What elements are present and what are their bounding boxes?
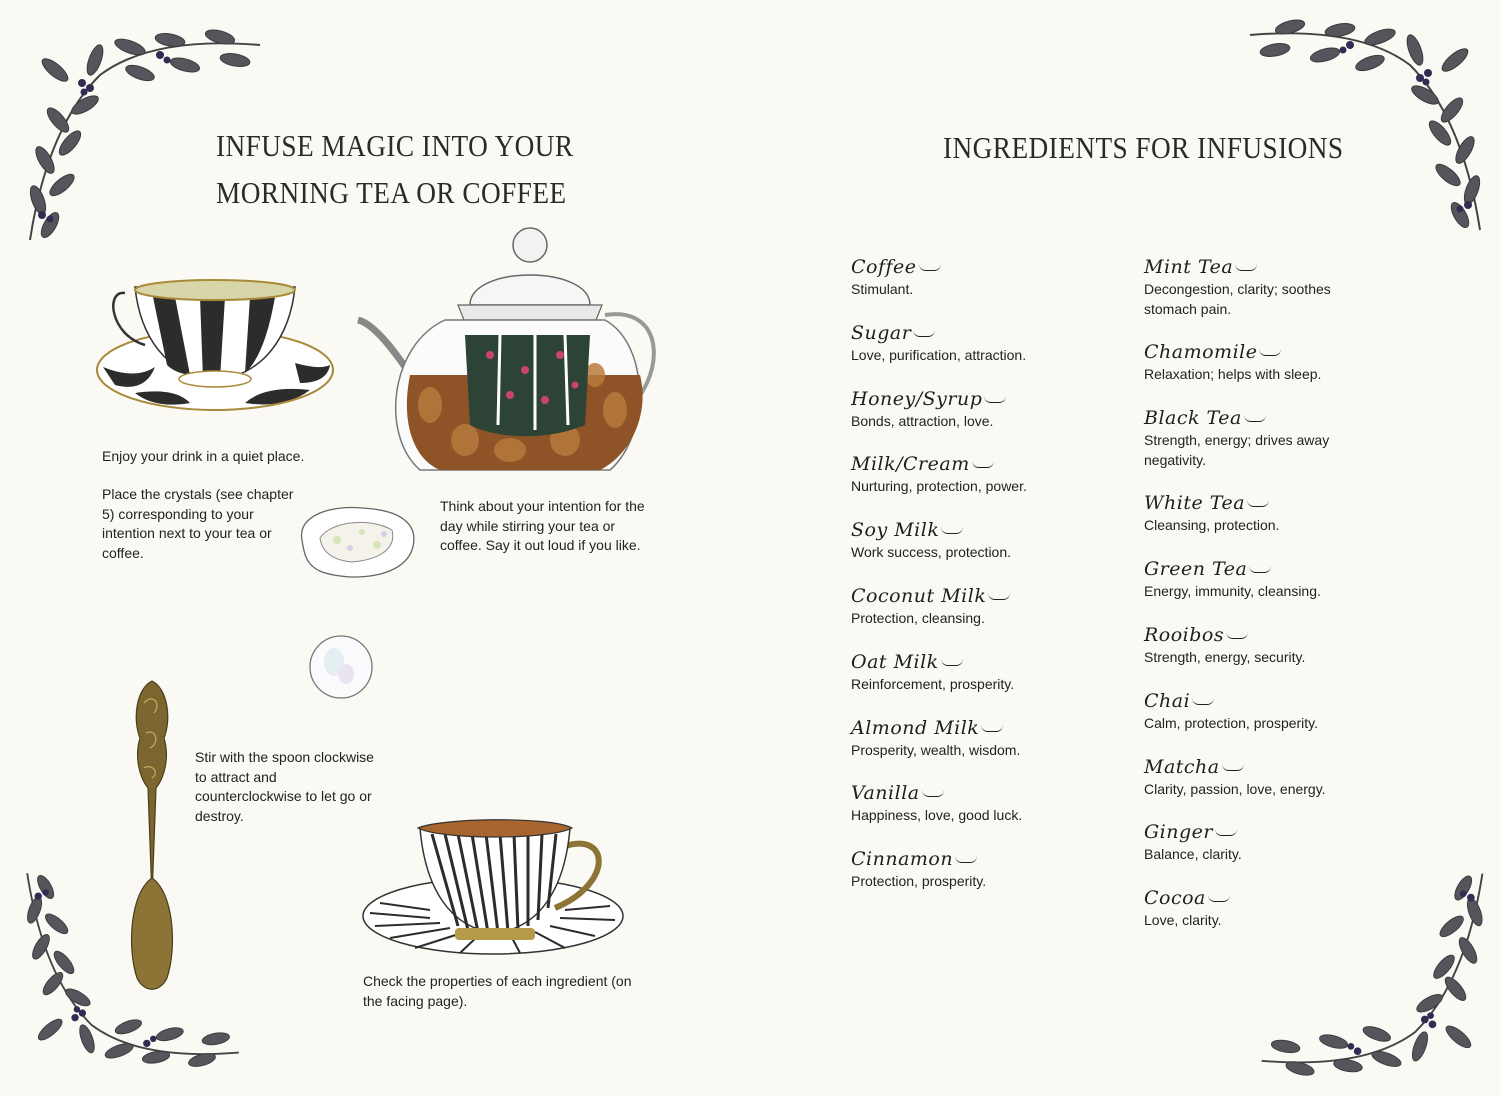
ingredient-name: Vanilla <box>851 780 1081 806</box>
ingredient-item <box>851 649 1081 715</box>
spoon-icon <box>122 678 182 996</box>
left-page-title <box>216 122 574 216</box>
ingredient-desc: Stimulant. <box>851 281 914 297</box>
ingredient-item <box>1144 754 1359 820</box>
note-properties: Check the properties of each ingredient (on the facing page). <box>363 973 632 1009</box>
ingredient-desc: Protection, cleansing. <box>851 609 985 626</box>
ingredient-desc: Relaxation; helps with sleep. <box>1144 366 1322 383</box>
ingredient-desc: Bonds, attraction, love. <box>851 412 994 429</box>
ingredient-desc: Protection, prosperity. <box>851 873 987 890</box>
ingredient-desc: Clarity, passion, love, energy. <box>1144 780 1326 797</box>
ingredient-desc: Energy, immunity, cleansing. <box>1144 583 1321 600</box>
ingredient-item <box>851 583 1081 649</box>
ingredient-item <box>851 386 1081 452</box>
ingredient-name: Chai <box>1144 688 1359 714</box>
ingredient-name: Rooibos <box>1144 622 1359 648</box>
ingredient-desc: Strength, energy; drives away negativity. <box>1144 432 1330 468</box>
ingredient-name: Black Tea <box>1144 405 1359 431</box>
ingredient-desc: Decongestion, clarity; soothes stomach pain. <box>1144 281 1331 317</box>
crystal-icon <box>292 500 422 585</box>
ingredient-desc: Love, clarity. <box>1144 912 1222 929</box>
ingredient-item <box>851 846 1081 912</box>
ingredient-item <box>1144 885 1359 951</box>
note-quiet-place: Enjoy your drink in a quiet place. <box>102 448 305 464</box>
ingredient-name: Honey/Syrup <box>851 386 1081 412</box>
ingredient-item <box>1144 339 1359 405</box>
ingredient-item <box>851 254 1081 320</box>
ingredient-desc: Balance, clarity. <box>1144 846 1242 863</box>
right-page <box>750 0 1500 1096</box>
ingredient-name: Green Tea <box>1144 556 1359 582</box>
title-line-2: MORNING TEA OR COFFEE <box>216 175 567 210</box>
ingredient-name: Coffee <box>851 254 1081 280</box>
ingredient-name: Soy Milk <box>851 517 1081 543</box>
moonstone-icon <box>306 632 376 702</box>
ingredient-name: Chamomile <box>1144 339 1359 365</box>
ingredient-desc: Work success, protection. <box>851 544 1012 561</box>
ingredient-name: Matcha <box>1144 754 1359 780</box>
ingredient-name: White Tea <box>1144 490 1359 516</box>
ingredient-name: Milk/Cream <box>851 451 1081 477</box>
ingredient-desc: Happiness, love, good luck. <box>851 807 1023 824</box>
ingredient-name: Almond Milk <box>851 715 1081 741</box>
ingredient-item <box>1144 490 1359 556</box>
ingredients-column-1 <box>851 254 1081 912</box>
ingredient-item <box>851 451 1081 517</box>
ingredient-item <box>851 517 1081 583</box>
ingredient-desc: Prosperity, wealth, wisdom. <box>851 741 1021 758</box>
ingredient-desc: Reinforcement, prosperity. <box>851 675 1015 692</box>
ingredient-desc: Strength, energy, security. <box>1144 648 1306 665</box>
ingredient-item <box>1144 556 1359 622</box>
ingredient-name: Ginger <box>1144 819 1359 845</box>
teacup-icon <box>360 808 635 963</box>
ingredient-name: Mint Tea <box>1144 254 1359 280</box>
note-crystals: Place the crystals (see chapter 5) corresponding to your intention next to your tea or coffee. <box>102 486 294 561</box>
ingredient-item <box>1144 688 1359 754</box>
ingredient-item <box>1144 405 1359 490</box>
ingredient-desc: Cleansing, protection. <box>1144 517 1280 534</box>
ingredient-item <box>1144 254 1359 339</box>
note-spoon: Stir with the spoon clockwise to attract and counterclockwise to let go or destroy. <box>195 749 374 824</box>
ingredient-name: Cocoa <box>1144 885 1359 911</box>
right-page-title: INGREDIENTS FOR INFUSIONS <box>943 130 1344 165</box>
ingredient-desc: Nurturing, protection, power. <box>851 478 1027 495</box>
ingredient-desc: Calm, protection, prosperity. <box>1144 714 1319 731</box>
ingredient-item <box>851 715 1081 781</box>
ingredients-column-2 <box>1144 254 1359 951</box>
ingredient-desc: Love, purification, attraction. <box>851 346 1027 363</box>
ingredient-name: Coconut Milk <box>851 583 1081 609</box>
ingredient-name: Oat Milk <box>851 649 1081 675</box>
ingredient-item <box>851 320 1081 386</box>
teacup-icon <box>95 275 345 420</box>
ingredient-item <box>1144 622 1359 688</box>
ingredient-name: Sugar <box>851 320 1081 346</box>
teapot-icon <box>350 225 670 490</box>
ingredient-item <box>851 780 1081 846</box>
ingredient-name: Cinnamon <box>851 846 1081 872</box>
ingredient-item <box>1144 819 1359 885</box>
title-line-1: INFUSE MAGIC INTO YOUR <box>216 128 574 163</box>
note-intention: Think about your intention for the day while stirring your tea or coffee. Say it out loud if you like. <box>440 498 645 553</box>
